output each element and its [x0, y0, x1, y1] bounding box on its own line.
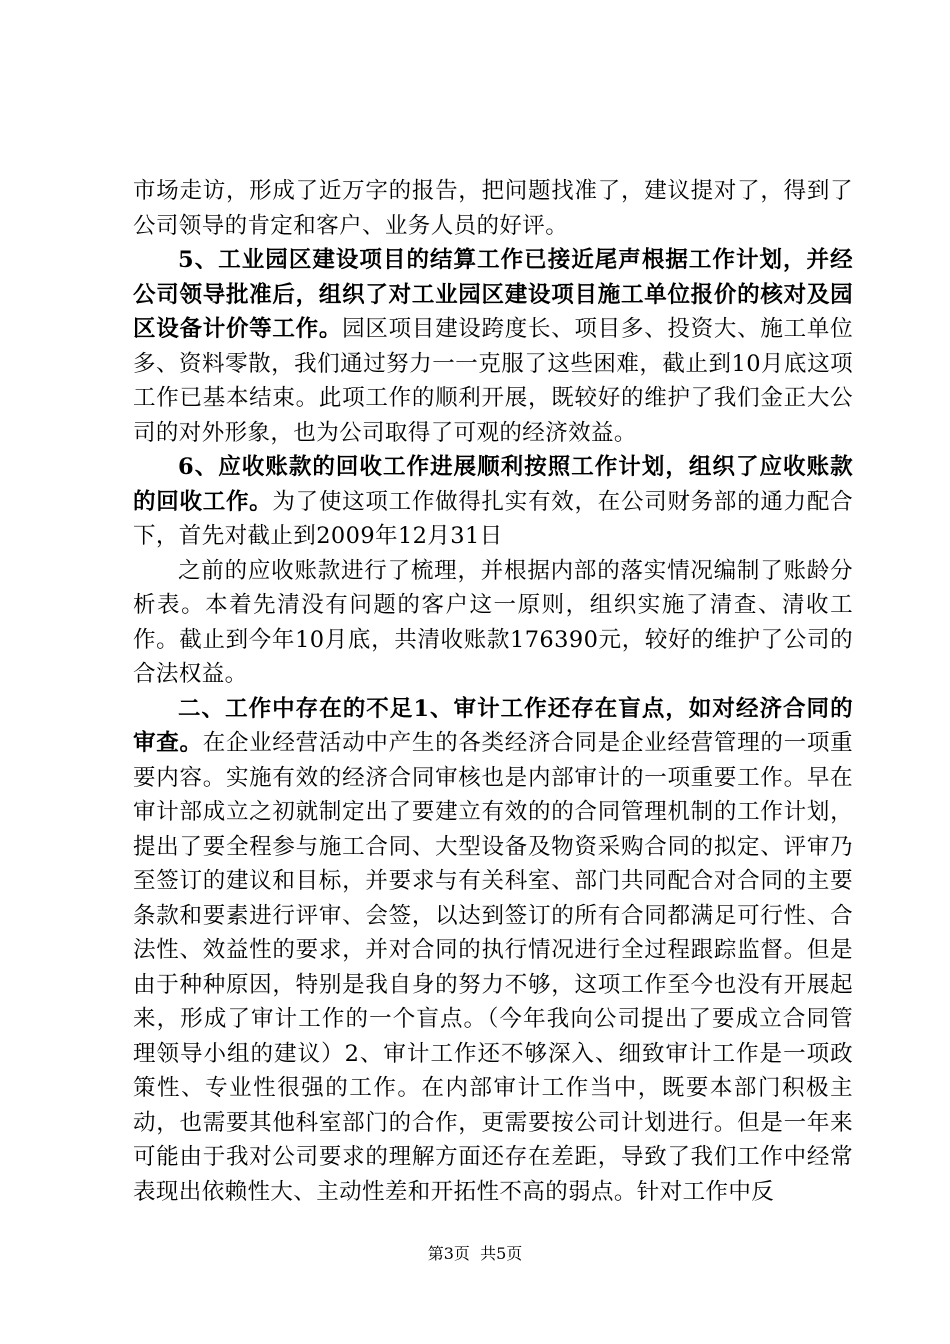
page-number-label: 第3页 共5页	[427, 1244, 523, 1263]
paragraph-5-heading: 二、工作中存在的不足1、审计工作还存在盲点，如对经济合同的审查。	[133, 695, 853, 756]
paragraph-3-heading: 6、应收账款的回收工作进展顺利按照工作计划，组织了应收账款的回收工作。	[133, 454, 853, 515]
paragraph-5-text: 在企业经营活动中产生的各类经济合同是企业经营管理的一项重要内容。实施有效的经济合同审核也是内部审计的一项重要工作。早在审计部成立之初就制定出了要建立有效的的合同管理机制的工作计划，提出了要全程参与施工合同、大型设备及物资采购合同的拟定、评审乃至签订的建议和目标，并要求与有关科室、部门共同配合对合同的主要条款和要素进行评审、会签，以达到签订的所有合同都满足可行性、合法性、效益性的要求，并对合同的执行情况进行全过程跟踪监督。但是由于种种原因，特别是我自身的努力不够，这项工作至今也没有开展起来，形成了审计工作的一个盲点。（今年我向公司提出了要成立合同管理领导小组的建议）2、审计工作还不够深入、细致审计工作是一项政策性、专业性很强的工作。在内部审计工作当中，既要本部门积极主动，也需要其他科室部门的合作，更需要按公司计划进行。但是一年来可能由于我对公司要求的理解方面还存在差距，导致了我们工作中经常表现出依赖性大、主动性差和开拓性不高的弱点。针对工作中反	[133, 730, 854, 1205]
paragraph-2	[133, 243, 853, 450]
paragraph-4	[133, 554, 853, 692]
paragraph-1	[133, 174, 853, 243]
paragraph-2-text: 园区项目建设跨度长、项目多、投资大、施工单位多、资料零散，我们通过努力一一克服了这些困难，截止到10月底这项工作已基本结束。此项工作的顺利开展，既较好的维护了我们金正大公司的对外形象，也为公司取得了可观的经济效益。	[133, 316, 853, 446]
document-body	[133, 174, 853, 1209]
paragraph-5	[133, 692, 853, 1210]
paragraph-2-heading: 5、工业园区建设项目的结算工作已接近尾声根据工作计划，并经公司领导批准后，组织了对工业园区建设项目施工单位报价的核对及园区设备计价等工作。	[133, 247, 853, 342]
paragraph-3-text: 为了使这项工作做得扎实有效，在公司财务部的通力配合下，首先对截止到2009年12月31日	[133, 488, 853, 549]
page-footer	[0, 1244, 950, 1264]
paragraph-3	[133, 450, 853, 554]
paragraph-4-text: 之前的应收账款进行了梳理，并根据内部的落实情况编制了账龄分析表。本着先清没有问题的客户这一原则，组织实施了清查、清收工作。截止到今年10月底，共清收账款176390元，较好的维护了公司的合法权益。	[133, 557, 853, 687]
paragraph-1-text: 市场走访，形成了近万字的报告，把问题找准了，建议提对了，得到了公司领导的肯定和客户、业务人员的好评。	[133, 178, 853, 239]
